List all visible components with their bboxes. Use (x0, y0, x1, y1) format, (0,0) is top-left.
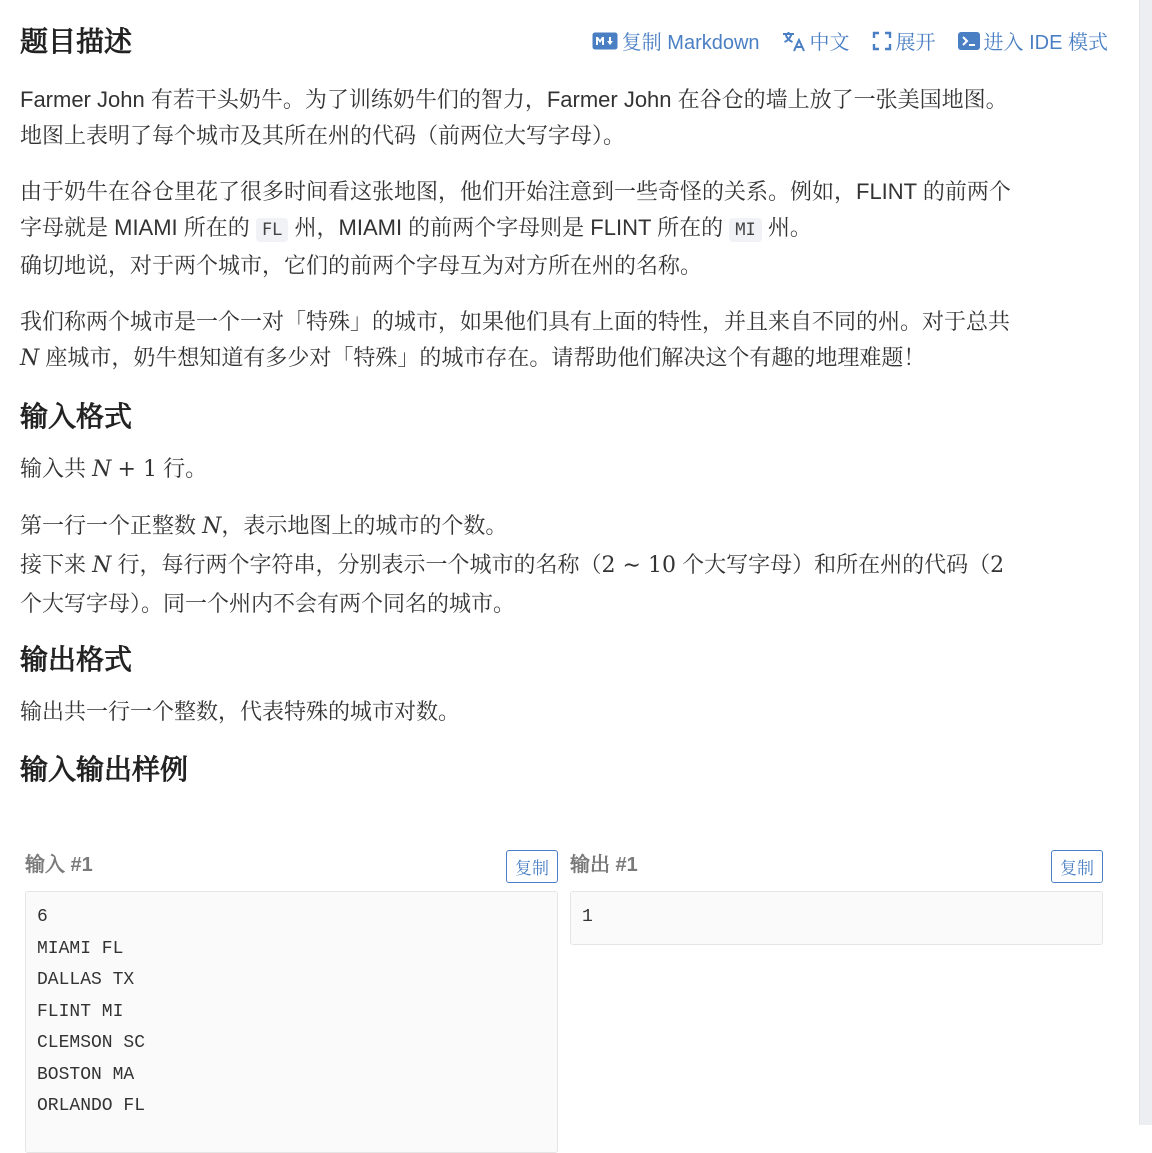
problem-title: 题目描述 (20, 26, 133, 57)
description-text (20, 340, 1110, 377)
copy-markdown-button[interactable] (592, 26, 760, 55)
expand-button[interactable] (872, 26, 936, 55)
text-span: 个大写字母）。同一个州内不会有两个同名的城市。 (20, 591, 516, 616)
text-span: 州，MIAMI 的前两个字母则是 FLINT 所在的 (294, 215, 724, 240)
description-text: 确切地说，对于两个城市，它们的前两个字母互为对方所在州的名称。 (20, 253, 703, 278)
math-var: N (20, 346, 40, 371)
output-format-heading: 输出格式 (20, 644, 133, 675)
description-text: 由于奶牛在谷仓里花了很多时间看这张地图，他们开始注意到一些奇怪的关系。例如，FLINT 的前两个 (20, 179, 1011, 204)
output-format-paragraph (20, 694, 1110, 730)
copy-input-button[interactable]: 复制 (506, 850, 558, 883)
text-span: ，表示地图上的城市的个数。 (221, 513, 508, 538)
ide-mode-button[interactable] (958, 26, 1108, 55)
description-paragraph-1 (20, 82, 1110, 154)
output-format-text: 输出共一行一个整数，代表特殊的城市对数。 (20, 699, 461, 724)
sample-input-header (25, 846, 558, 886)
description-text (20, 210, 1110, 248)
math-var: N (92, 553, 112, 578)
copy-output-button[interactable]: 复制 (1051, 850, 1103, 883)
math-var: N (202, 514, 222, 539)
inline-code-mi: MI (729, 218, 761, 242)
language-label: 中文 (809, 32, 850, 54)
text-span: 行。 (163, 456, 208, 481)
input-format-text (20, 451, 1110, 488)
math-var: N (92, 457, 112, 482)
problem-header (20, 22, 1108, 62)
text-span: 个大写字母）和所在州的代码（ (682, 552, 991, 577)
text-span: 行，每行两个字符串，分别表示一个城市的名称（ (117, 552, 602, 577)
inline-code-fl: FL (256, 218, 288, 242)
sample-output-code[interactable]: 1 (570, 891, 1103, 945)
sample-input-label: 输入 #1 (25, 854, 93, 876)
input-format-line-2 (20, 508, 1110, 622)
markdown-icon (592, 32, 618, 50)
language-toggle[interactable] (782, 26, 850, 55)
input-format-text (20, 508, 1110, 545)
description-text: Farmer John 有若干头奶牛。为了训练奶牛们的智力，Farmer John 在谷仓的墙上放了一张美国地图。 (20, 87, 1008, 112)
terminal-icon (958, 32, 980, 50)
input-format-text (20, 545, 1110, 586)
expand-label: 展开 (895, 32, 936, 54)
input-format-line-1 (20, 451, 1110, 488)
description-text: 地图上表明了每个城市及其所在州的代码（前两位大写字母）。 (20, 123, 626, 148)
sample-output-label: 输出 #1 (570, 854, 638, 876)
sample-input-code[interactable]: 6 MIAMI FL DALLAS TX FLINT MI CLEMSON SC BOSTON MA ORLANDO FL (25, 891, 558, 1153)
description-paragraph-3 (20, 304, 1110, 377)
samples-heading: 输入输出样例 (20, 754, 189, 785)
expand-icon (872, 31, 892, 51)
math-range: 2 ∼ 10 (601, 553, 676, 578)
text-span: 字母就是 MIAMI 所在的 (20, 215, 250, 240)
sample-output-column (570, 846, 1103, 945)
text-span: 座城市，奶牛想知道有多少对「特殊」的城市存在。请帮助他们解决这个有趣的地理难题！ (45, 345, 926, 370)
text-span: 第一行一个正整数 (20, 513, 197, 538)
input-format-heading: 输入格式 (20, 401, 133, 432)
copy-markdown-label: 复制 Markdown (621, 32, 760, 54)
problem-toolbar (592, 26, 1108, 55)
description-paragraph-2 (20, 174, 1110, 284)
sample-input-column (25, 846, 558, 1153)
problem-content (20, 82, 1110, 790)
text-span: 输入共 (20, 456, 87, 481)
sample-output-header (570, 846, 1103, 886)
translate-icon (782, 30, 806, 52)
math-number: 2 (990, 553, 1005, 578)
text-span: 州。 (767, 215, 812, 240)
text-span: 接下来 (20, 552, 87, 577)
input-format-text (20, 586, 1110, 622)
scrollbar[interactable] (1139, 0, 1152, 1125)
math-expr: + 1 (117, 457, 157, 482)
description-text: 我们称两个城市是一个一对「特殊」的城市，如果他们具有上面的特性，并且来自不同的州。对于总共 (20, 309, 1011, 334)
ide-mode-label: 进入 IDE 模式 (983, 32, 1108, 54)
